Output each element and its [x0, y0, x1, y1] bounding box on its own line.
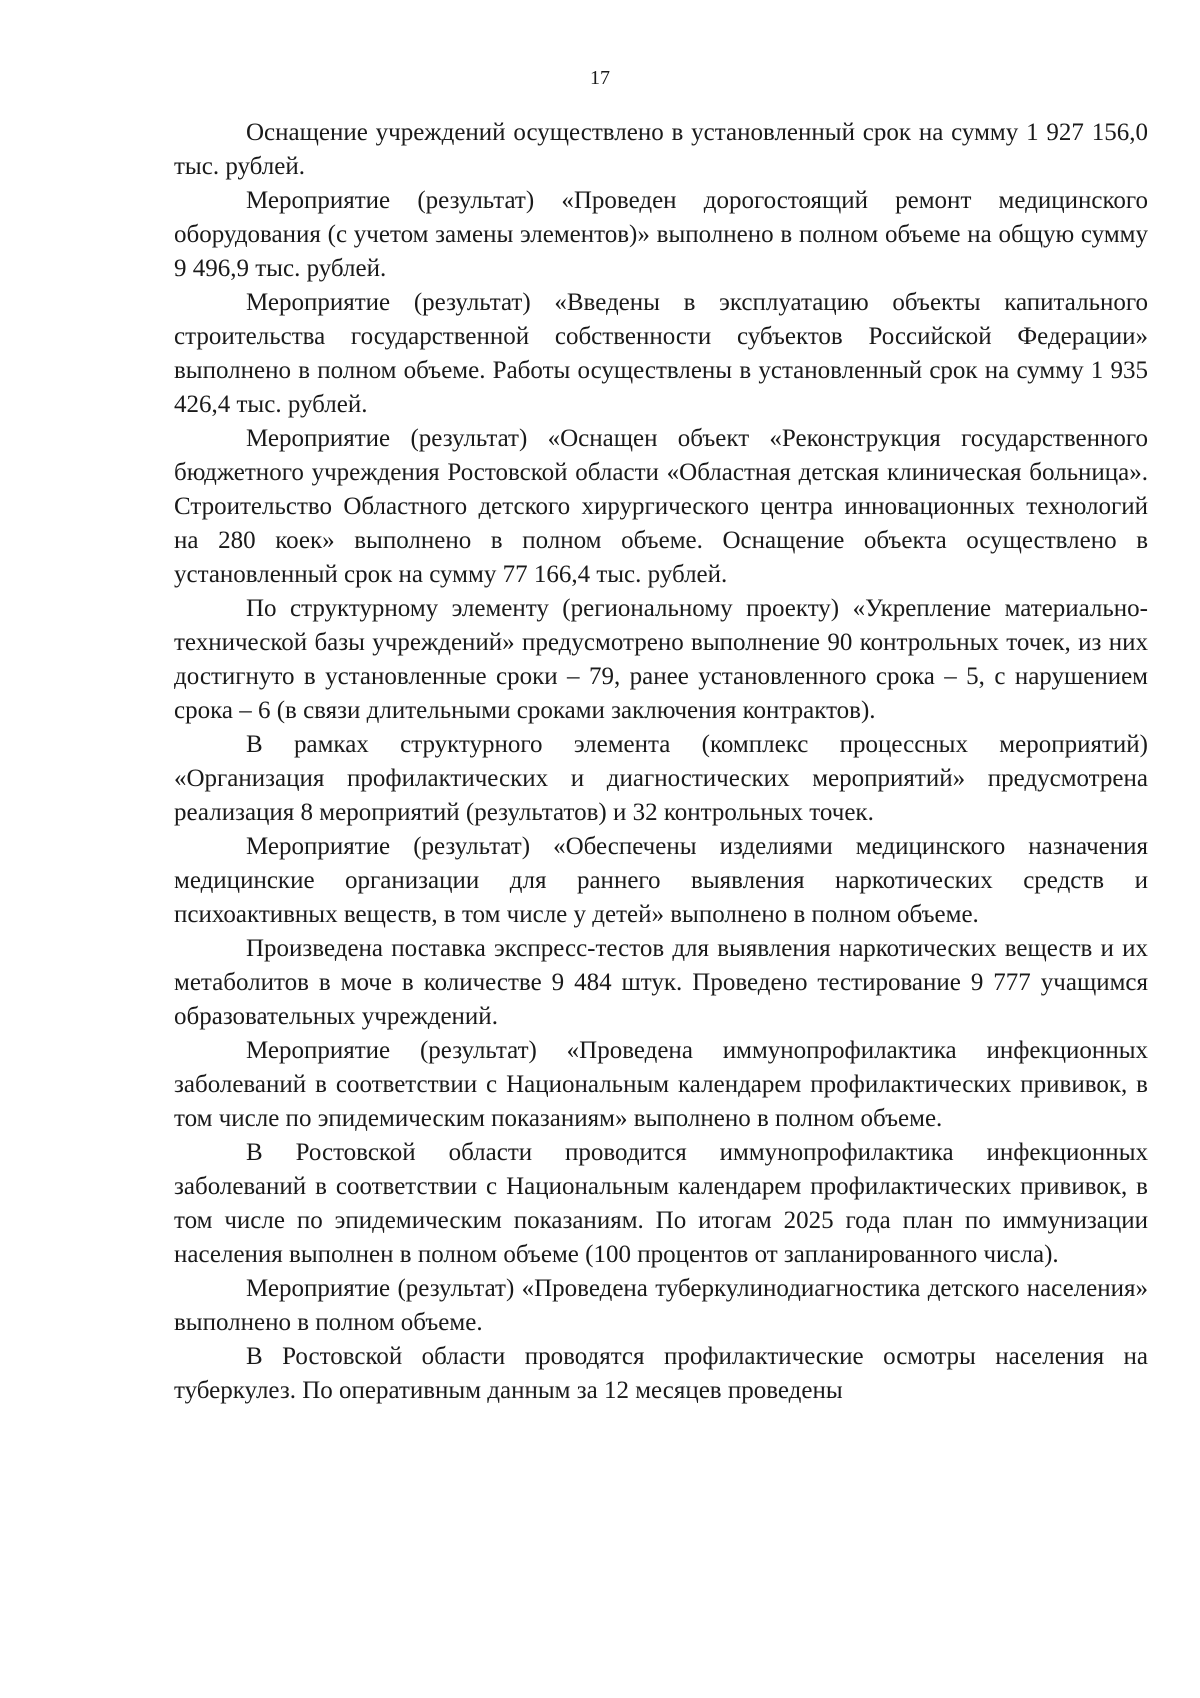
paragraph: В рамках структурного элемента (комплекс процессных мероприятий) «Организация профилактических и диагностических мероприятий» предусмотрена реализация 8 мероприятий (результатов) и 32 контрольных точек. [174, 731, 1148, 826]
paragraph: Мероприятие (результат) «Обеспечены изделиями медицинского назначения медицинские организации для раннего выявления наркотических средств и психоактивных веществ, в том числе у детей» выполнено в полном объеме. [174, 833, 1148, 928]
paragraph: Мероприятие (результат) «Введены в эксплуатацию объекты капитального строительства государственной собственности субъектов Российской Федерации» выполнено в полном объеме. Работы осуществлены в установленный срок на сумму 1 935 426,4 тыс. рублей. [174, 289, 1148, 418]
paragraph: Оснащение учреждений осуществлено в установленный срок на сумму 1 927 156,0 тыс. рублей. [174, 119, 1148, 180]
paragraph: В Ростовской области проводится иммунопрофилактика инфекционных заболеваний в соответствии с Национальным календарем профилактических прививок, в том числе по эпидемическим показаниям. По итогам 2025 года план по иммунизации населения выполнен в полном объеме (100 процентов от запланированного числа). [174, 1139, 1148, 1268]
paragraph: Мероприятие (результат) «Оснащен объект «Реконструкция государственного бюджетного учреждения Ростовской области «Областная детская клиническая больница». Строительство Областного детского хирургического центра инновационных технологий на 280 коек» выполнено в полном объеме. Оснащение объекта осуществлено в установленный срок на сумму 77 166,4 тыс. рублей. [174, 425, 1148, 588]
paragraph: Мероприятие (результат) «Проведен дорогостоящий ремонт медицинского оборудования (с учетом замены элементов)» выполнено в полном объеме на общую сумму 9 496,9 тыс. рублей. [174, 187, 1148, 282]
paragraph: Мероприятие (результат) «Проведена иммунопрофилактика инфекционных заболеваний в соответствии с Национальным календарем профилактических прививок, в том числе по эпидемическим показаниям» выполнено в полном объеме. [174, 1037, 1148, 1132]
page-number: 17 [590, 67, 610, 89]
paragraph: Произведена поставка экспресс-тестов для выявления наркотических веществ и их метаболитов в моче в количестве 9 484 штук. Проведено тестирование 9 777 учащимся образовательных учреждений. [174, 935, 1148, 1030]
paragraph: По структурному элементу (региональному проекту) «Укрепление материально-технической базы учреждений» предусмотрено выполнение 90 контрольных точек, из них достигнуто в установленные сроки – 79, ранее установленного срока – 5, с нарушением срока – 6 (в связи длительными сроками заключения контрактов). [174, 595, 1148, 724]
paragraph: В Ростовской области проводятся профилактические осмотры населения на туберкулез. По оперативным данным за 12 месяцев проведены [174, 1343, 1148, 1404]
paragraph: Мероприятие (результат) «Проведена туберкулинодиагностика детского населения» выполнено в полном объеме. [174, 1275, 1148, 1336]
document-body [174, 116, 1148, 1408]
